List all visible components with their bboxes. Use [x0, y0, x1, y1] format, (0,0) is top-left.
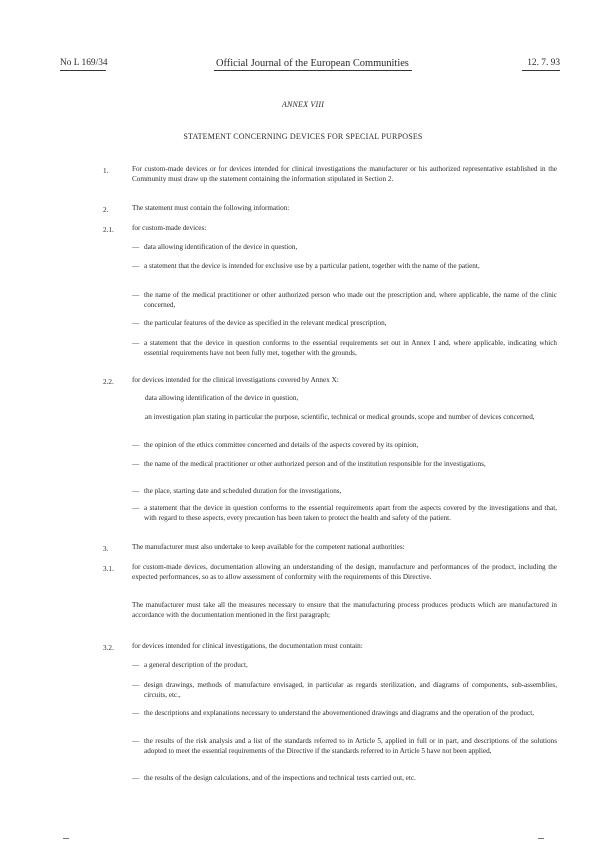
dash-bullet: —	[132, 487, 140, 495]
dash-bullet: —	[132, 460, 140, 468]
issue-number: No L 169/34	[60, 58, 108, 68]
dash-bullet: —	[132, 262, 140, 270]
section-number-2-2: 2.2.	[103, 378, 114, 386]
manufacturer-note: The manufacturer must take all the measures necessary to ensure that the manufacturing process produces products which are manufactured in accordance with the documentation mentioned in the first paragraph;	[132, 601, 557, 619]
section-number-3-1: 3.1.	[103, 565, 114, 573]
dash-bullet: —	[132, 441, 140, 449]
section-text-2-2: for devices intended for the clinical investigations covered by Annex X:	[132, 376, 339, 384]
header-rule-center	[214, 70, 412, 71]
dash-bullet: —	[132, 661, 140, 669]
dash-bullet: —	[132, 291, 140, 299]
issue-date: 12. 7. 93	[527, 58, 560, 68]
scan-mark	[63, 838, 69, 839]
section-text-2: The statement must contain the following information:	[132, 204, 290, 212]
list-item: data allowing identification of the device in question,	[145, 394, 299, 402]
dash-bullet: —	[132, 737, 140, 745]
dash-bullet: —	[132, 504, 140, 512]
section-text-2-1: for custom-made devices:	[132, 224, 207, 232]
section-number-1: 1.	[103, 167, 109, 175]
dash-bullet: —	[132, 709, 140, 717]
section-text-3-2: for devices intended for clinical investigations, the documentation must contain:	[132, 642, 363, 650]
annex-heading: ANNEX VIII	[281, 100, 325, 109]
document-title: STATEMENT CONCERNING DEVICES FOR SPECIAL PURPOSES	[183, 132, 423, 141]
section-text-3: The manufacturer must also undertake to keep available for the competent national authorities:	[132, 543, 405, 551]
journal-title: Official Journal of the European Communities	[216, 58, 409, 69]
page-header	[60, 58, 560, 78]
scan-mark	[538, 838, 544, 839]
dash-bullet: —	[132, 774, 140, 782]
section-number-3-2: 3.2.	[103, 644, 114, 652]
dash-bullet: —	[132, 243, 140, 251]
section-text-3-1: for custom-made devices, documentation allowing an understanding of the design, manufacture and performances of the product, including the expected performances, so as to allow assessment of conformity with the requirements of this Directive.	[132, 563, 557, 581]
dash-bullet: —	[132, 319, 140, 327]
section-number-3: 3.	[103, 545, 109, 553]
section-text-1: For custom-made devices or for devices intended for clinical investigations the manufacturer or his authorized representative established in the Community must draw up the statement containing the information stipulated in Section 2.	[132, 165, 557, 183]
document-page: No L 169/34 Official Journal of the European Communities 12. 7. 93 ANNEX VIII STATEMENT CONCERNING DEVICES FOR SPECIAL PURPOSES 1. For custom-made devices or for devices intended for clinical investigations the manufacturer or his authorized representative established in the Community must draw up the statement containing the information stipulated in Section 2. 2. The statement must contain the following information: 2.1. for custom-made devices: — data allowing identification of the device in question, — a statement that the device is intended for exclusive use by a particular patient, together with the name of the patient, — the name of the medical practitioner or other authorized person who made out the prescription and, where applicable, the name of the clinic concerned, — the particular features of the device as specified in the relevant medical prescription, — a statement that the device in question conforms to the essential requirements set out in Annex I and, where applicable, indicating which essential requirements have not been fully met, together with the grounds, 2.2. for devices intended for the clinical investigations covered by Annex X: data allowing identification of the device in question, an investigation plan stating in particular the purpose, scientific, technical or medical grounds, scope and number of devices concerned, — the opinion of the ethics committee concerned and details of the aspects covered by its opinion, — the name of the medical practitioner or other authorized person and of the institution responsible for the investigations, — the place, starting date and scheduled duration for the investigations, — a statement that the device in question conforms to the essential requirements apart from the aspects covered by the investigations and that, with regard to these aspects, every precaution has been taken to protect the health and safety of the patient. 3. The manufacturer must also undertake to keep available for the competent national authorities: 3.1. for custom-made devices, documentation allowing an understanding of the design, manufacture and performances of the product, including the expected performances, so as to allow assessment of conformity with the requirements of this Directive. The manufacturer must take all the measures necessary to ensure that the manufacturing process produces products which are manufactured in accordance with the documentation mentioned in the first paragraph; 3.2. for devices intended for clinical investigations, the documentation must contain: — a general description of the product, — design drawings, methods of manufacture envisaged, in particular as regards sterilization, and diagrams of components, sub-assemblies, circuits, etc., — the descriptions and explanations necessary to understand the abovementioned drawings and diagrams and the operation of the product, — the results of the risk analysis and a list of the standards referred to in Article 5, applied in full or in part, and descriptions of the solutions adopted to meet the essential requirements of the Directive if the standards referred to in Article 5 have not been applied, — the results of the design calculations, and of the inspections and technical tests carried out, etc.	[0, 0, 606, 844]
section-number-2: 2.	[103, 206, 109, 214]
dash-bullet: —	[132, 339, 140, 347]
header-rule-left	[60, 70, 106, 71]
dash-bullet: —	[132, 681, 140, 689]
header-rule-right	[522, 70, 560, 71]
section-number-2-1: 2.1.	[103, 226, 114, 234]
list-item: an investigation plan stating in particular the purpose, scientific, technical or medical grounds, scope and number of devices concerned,	[145, 413, 535, 421]
